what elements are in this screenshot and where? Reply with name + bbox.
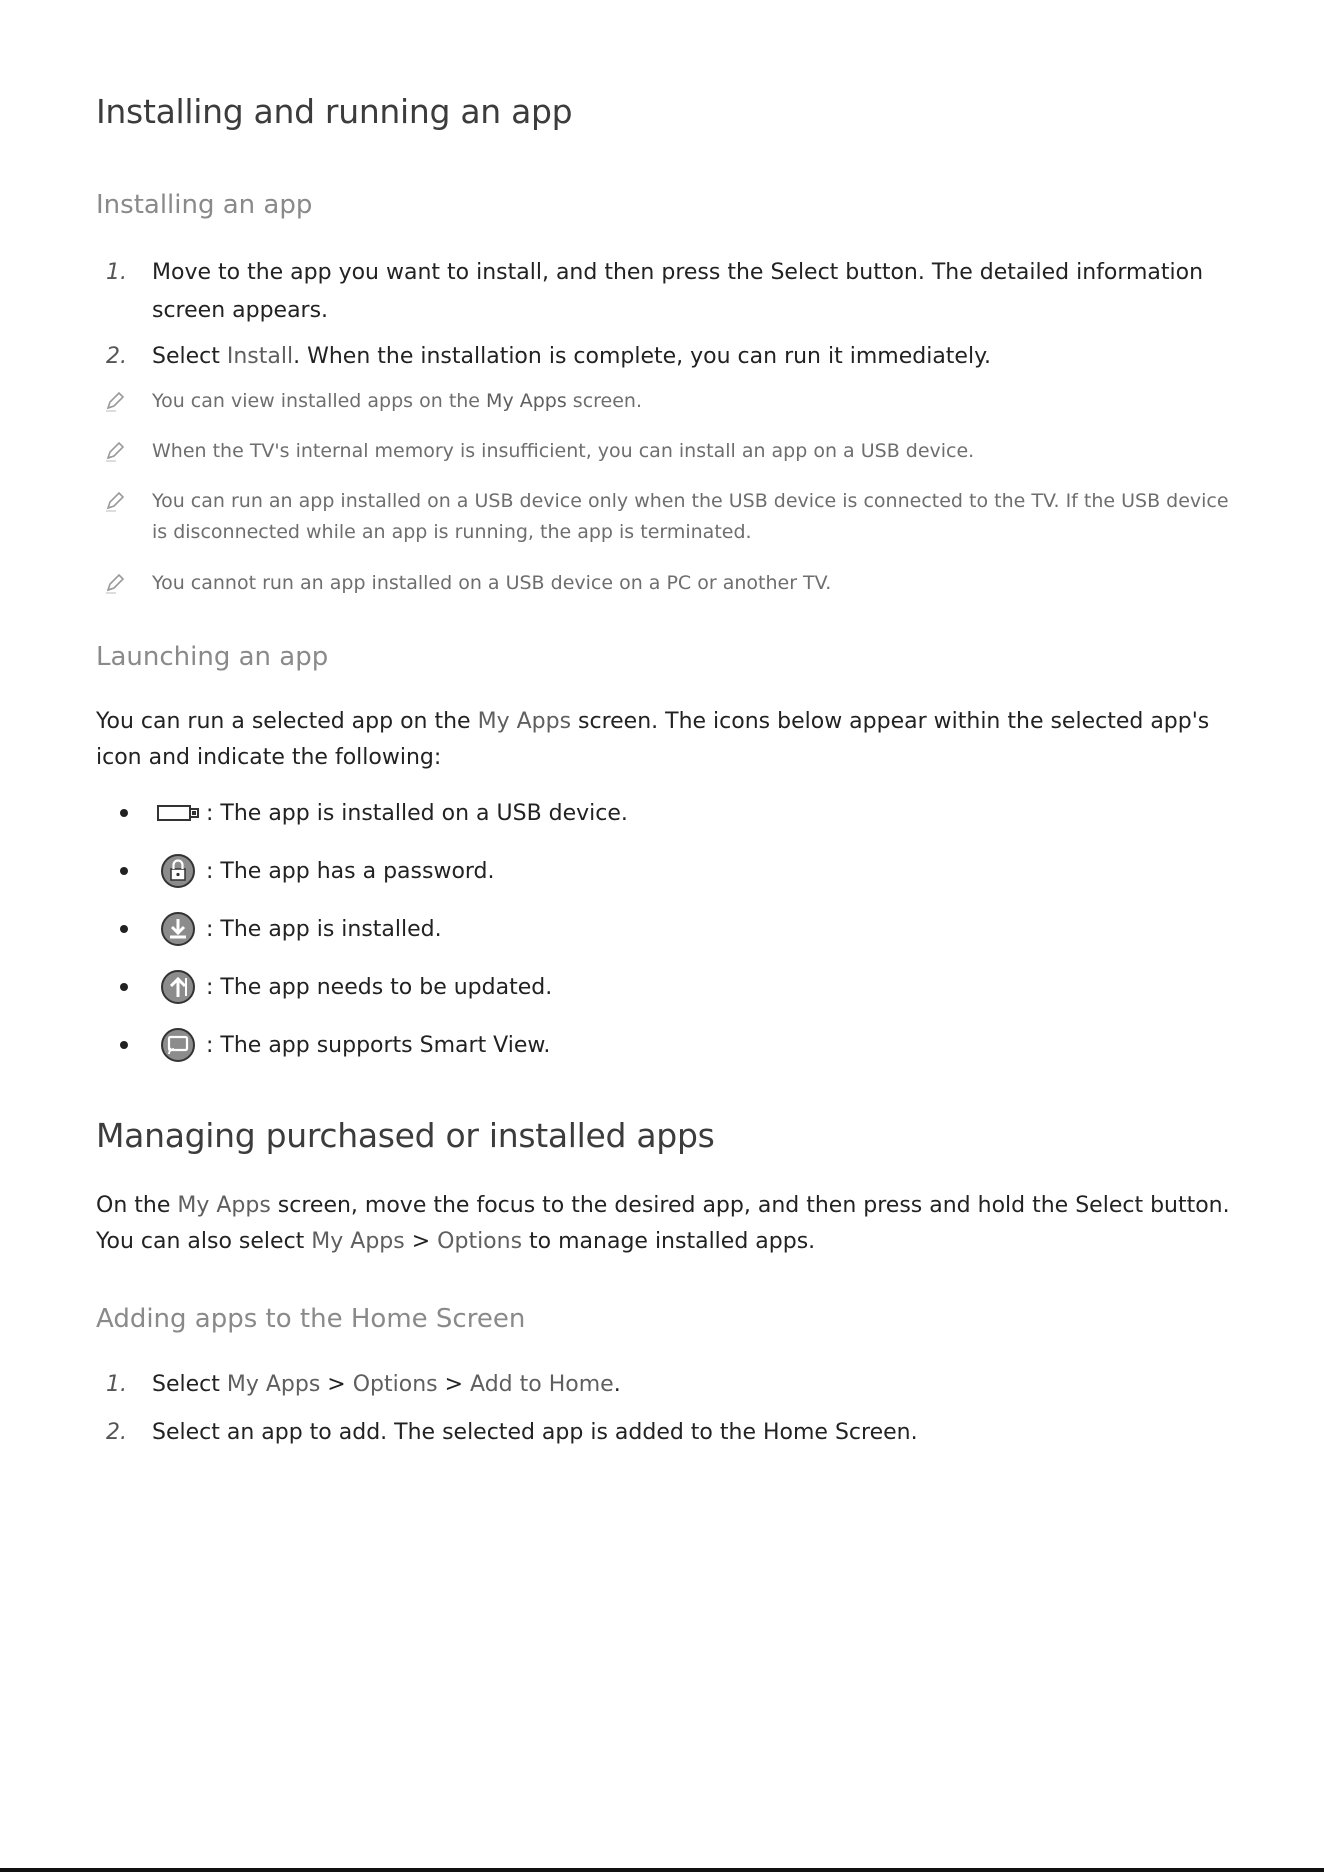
icon-legend-update — [96, 962, 996, 1012]
bullet-dot — [120, 809, 128, 817]
icon-legend-usb — [96, 788, 996, 838]
download-icon — [154, 909, 202, 949]
icon-legend-lock — [96, 846, 996, 896]
legend-text: : The app has a password. — [206, 858, 495, 884]
step-text: Move to the app you want to install, and then press the Select button. The detailed information screen appears. — [152, 260, 1204, 323]
pencil-icon — [104, 390, 126, 412]
menu-term-my-apps: My Apps — [177, 1193, 271, 1218]
note-text: You cannot run an app installed on a USB device on a PC or another TV. — [152, 572, 832, 594]
step-text: Select Install. When the installation is complete, you can run it immediately. — [152, 344, 991, 369]
menu-term-add-to-home: Add to Home — [470, 1372, 614, 1397]
pencil-icon — [104, 440, 126, 462]
smart-view-icon — [154, 1025, 202, 1065]
step-text: Select My Apps > Options > Add to Home. — [152, 1372, 621, 1397]
menu-term-my-apps: My Apps — [226, 1372, 321, 1397]
icon-legend-smart-view — [96, 1020, 996, 1070]
icon-legend-installed — [96, 904, 996, 954]
launch-heading: Launching an app — [96, 642, 329, 672]
legend-text: : The app supports Smart View. — [206, 1032, 551, 1058]
bullet-dot — [120, 1041, 128, 1049]
note-text: You can view installed apps on the My Apps screen. — [152, 390, 642, 412]
update-icon — [154, 967, 202, 1007]
page-bottom-rule — [0, 1868, 1324, 1872]
bullet-dot — [120, 867, 128, 875]
menu-term-options: Options — [352, 1372, 438, 1397]
manage-title: Managing purchased or installed apps — [96, 1116, 715, 1155]
bullet-dot — [120, 983, 128, 991]
menu-term-my-apps: My Apps — [477, 709, 572, 734]
note-1 — [96, 386, 1236, 417]
note-text: When the TV's internal memory is insufficient, you can install an app on a USB device. — [152, 440, 975, 462]
install-heading: Installing an app — [96, 190, 313, 220]
step-number: 1. — [106, 1372, 127, 1397]
legend-text: : The app is installed on a USB device. — [206, 800, 628, 826]
step-text: Select an app to add. The selected app is added to the Home Screen. — [152, 1420, 918, 1445]
legend-text: : The app is installed. — [206, 916, 442, 942]
install-step-1 — [96, 254, 1236, 330]
usb-icon — [154, 793, 202, 833]
launch-intro: You can run a selected app on the My Apps screen. The icons below appear within the selected app's icon and indicate the following: — [96, 709, 1210, 770]
step-number: 1. — [106, 260, 127, 285]
menu-term-my-apps: My Apps — [311, 1229, 405, 1254]
menu-path-separator: > — [404, 1229, 438, 1254]
section-title: Installing and running an app — [96, 92, 573, 131]
pencil-icon — [104, 490, 126, 512]
pencil-icon — [104, 572, 126, 594]
legend-text: : The app needs to be updated. — [206, 974, 553, 1000]
adding-step-1 — [96, 1366, 1236, 1404]
step-number: 2. — [106, 1420, 127, 1445]
step-number: 2. — [106, 344, 127, 369]
note-4 — [96, 568, 1236, 599]
adding-step-2 — [96, 1414, 1236, 1452]
lock-icon — [154, 851, 202, 891]
note-3 — [96, 486, 1236, 548]
menu-term-install: Install — [226, 344, 294, 369]
menu-term-my-apps: My Apps — [486, 390, 567, 412]
install-step-2 — [96, 338, 1236, 376]
manage-paragraph: On the My Apps screen, move the focus to the desired app, and then press and hold the Select button. You can also select My Apps > Options to manage installed apps. — [96, 1193, 1230, 1254]
adding-heading: Adding apps to the Home Screen — [96, 1304, 526, 1334]
note-text: You can run an app installed on a USB device only when the USB device is connected to the TV. If the USB device is disconnected while an app is running, the app is terminated. — [152, 490, 1229, 543]
menu-term-options: Options — [437, 1229, 523, 1254]
bullet-dot — [120, 925, 128, 933]
note-2 — [96, 436, 1236, 467]
